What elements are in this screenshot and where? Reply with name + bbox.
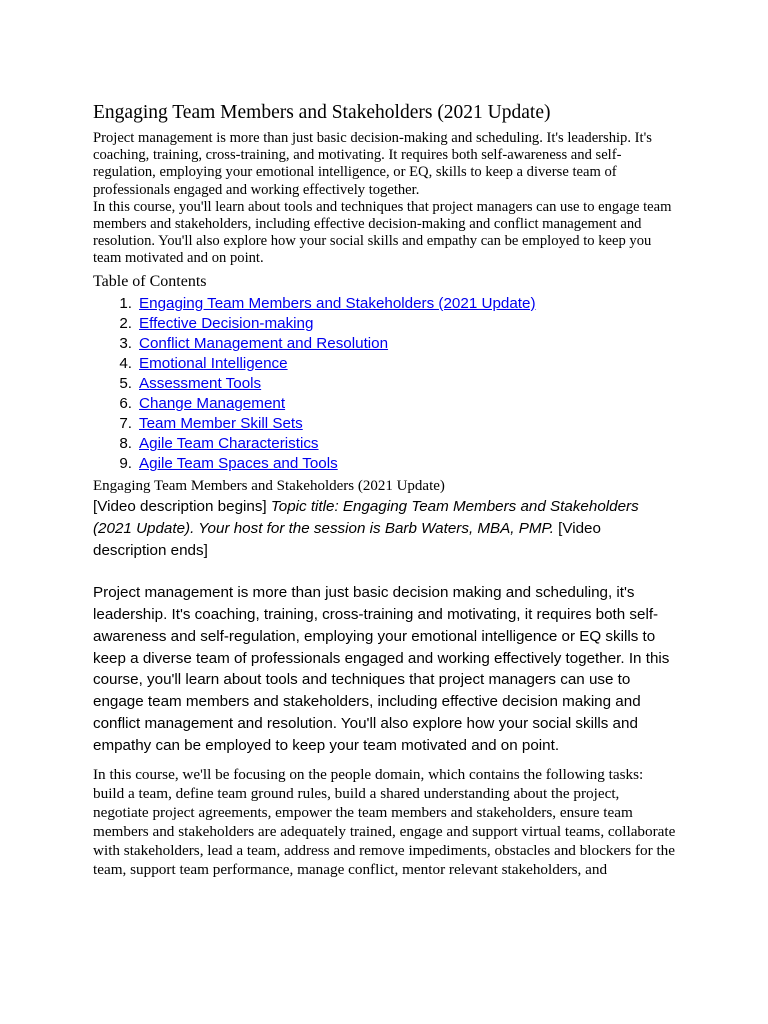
- toc-item: [93, 374, 678, 394]
- toc-link-conflict-management[interactable]: Conflict Management and Resolution: [139, 334, 389, 352]
- toc-item: [93, 354, 678, 374]
- toc-item: [93, 334, 678, 354]
- intro-paragraph-1: Project management is more than just basic decision-making and scheduling. It's leadership. It's coaching, training, cross-training, and motivating. It requires both self-awareness and self-regulation, employing your emotional intelligence, or EQ, skills to keep a diverse team of professionals engaged and working effectively together.: [93, 130, 652, 198]
- toc-item: [93, 414, 678, 434]
- toc-item: [93, 434, 678, 454]
- toc-item-number: 7.: [119, 415, 132, 433]
- focus-paragraph: In this course, we'll be focusing on the people domain, which contains the following tasks: build a team, define team ground rules, build a shared understanding about the project, negotiate project agreements, empower the team members and stakeholders, ensure team members and stakeholders are adequately trained, engage and support virtual teams, collaborate with stakeholders, lead a team, address and remove impediments, obstacles and blockers for the team, support team performance, manage conflict, mentor relevant stakeholders, and: [93, 765, 676, 878]
- video-description-begin: [Video description begins]: [93, 498, 271, 516]
- video-description: [93, 496, 678, 561]
- body-paragraph: Project management is more than just basic decision making and scheduling, it's leadership. It's coaching, training, cross-training and motivating, it requires both self-awareness and self-regulation, employing your emotional intelligence or EQ skills to keep a diverse team of professionals engaged and working effectively together. In this course, you'll learn about tools and techniques that project managers can use to engage team members and stakeholders, including effective decision making and conflict management and resolution. You'll also explore how your social skills and empathy can be employed to keep your team motivated and on point.: [93, 584, 670, 754]
- toc-item-number: 8.: [119, 435, 132, 453]
- toc-item-number: 9.: [119, 455, 132, 473]
- toc-item-number: 2.: [119, 314, 132, 332]
- video-description-end: [Video description ends]: [93, 520, 601, 559]
- toc-item: [93, 294, 678, 314]
- toc-link-effective-decision-making[interactable]: Effective Decision-making: [139, 314, 314, 332]
- table-of-contents: [93, 294, 678, 475]
- toc-item-number: 3.: [119, 334, 132, 352]
- video-topic-title: Topic title: Engaging Team Members and Stakeholders (2021 Update). Your host for the session is Barb Waters, MBA, PMP.: [93, 498, 639, 538]
- toc-link-change-management[interactable]: Change Management: [139, 395, 286, 413]
- intro-paragraph-2: In this course, you'll learn about tools and techniques that project managers can use to engage team members and stakeholders, including effective decision-making and conflict management and resolution. You'll also explore how your social skills and empathy can be employed to keep you team motivated and on point.: [93, 198, 672, 267]
- toc-link-agile-team-spaces[interactable]: Agile Team Spaces and Tools: [139, 455, 338, 473]
- toc-link-assessment-tools[interactable]: Assessment Tools: [139, 375, 262, 392]
- toc-item: [93, 394, 678, 414]
- toc-item: [93, 454, 678, 474]
- toc-link-engaging-team-members[interactable]: Engaging Team Members and Stakeholders (2021 Update): [139, 294, 536, 312]
- toc-item-number: 4.: [119, 354, 132, 372]
- toc-item-number: 5.: [119, 375, 132, 392]
- toc-item-number: 1.: [119, 294, 132, 312]
- section-heading: Engaging Team Members and Stakeholders (2021 Update): [93, 478, 445, 495]
- document-title: Engaging Team Members and Stakeholders (2021 Update): [93, 102, 551, 123]
- toc-link-agile-team-characteristics[interactable]: Agile Team Characteristics: [139, 435, 319, 453]
- toc-link-team-member-skill-sets[interactable]: Team Member Skill Sets: [139, 415, 303, 433]
- document-page: [93, 100, 678, 879]
- toc-item: [93, 314, 678, 334]
- toc-heading: Table of Contents: [93, 272, 207, 290]
- toc-link-emotional-intelligence[interactable]: Emotional Intelligence: [139, 354, 288, 372]
- toc-item-number: 6.: [119, 395, 132, 413]
